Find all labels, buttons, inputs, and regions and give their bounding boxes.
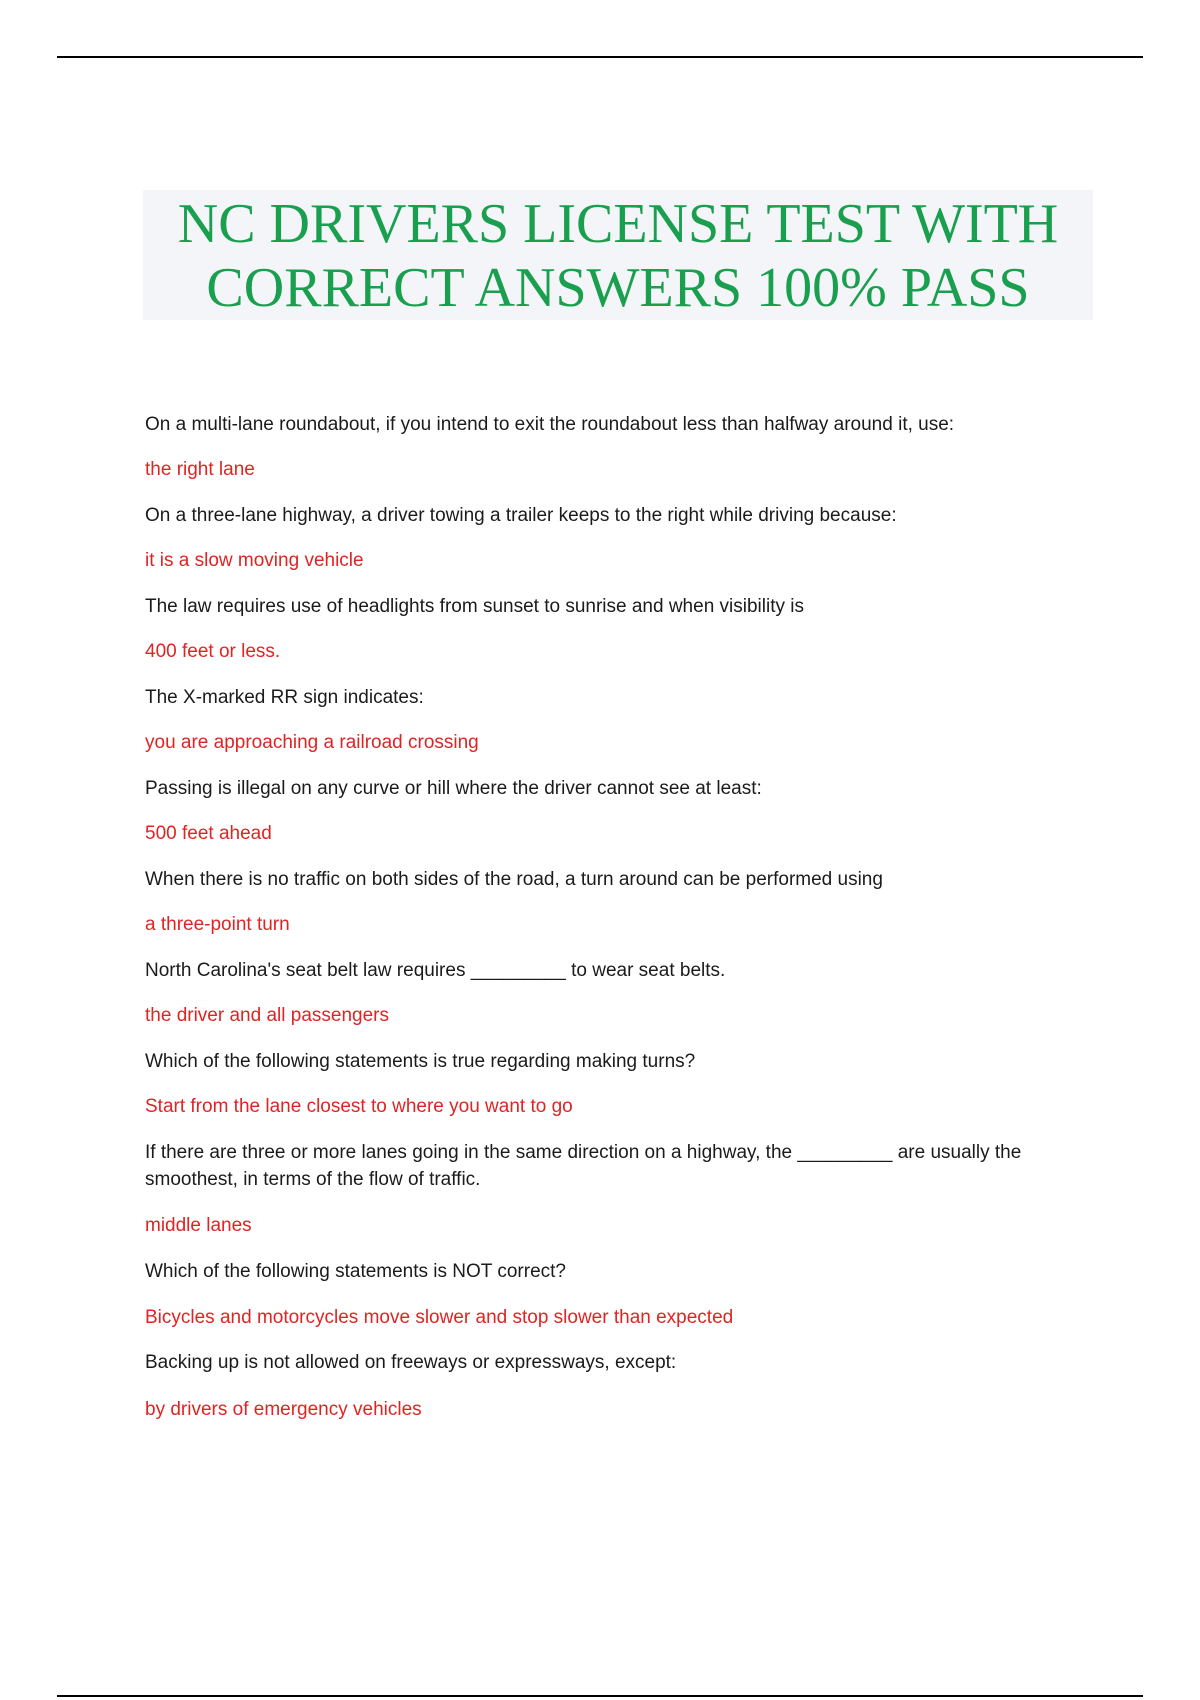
bottom-rule	[57, 1695, 1143, 1697]
answer-5: 500 feet ahead	[145, 823, 272, 844]
question-1: On a multi-lane roundabout, if you intend to exit the roundabout less than halfway around it, use:	[145, 414, 955, 435]
top-rule	[57, 56, 1143, 58]
answer-2: it is a slow moving vehicle	[145, 550, 364, 571]
answer-11: by drivers of emergency vehicles	[145, 1399, 422, 1420]
answer-3: 400 feet or less.	[145, 641, 281, 662]
answer-1: the right lane	[145, 459, 255, 480]
question-9: If there are three or more lanes going in the same direction on a highway, the _________ are usually the smoothest, in terms of the flow of traffic.	[145, 1142, 1022, 1190]
question-7: North Carolina's seat belt law requires _________ to wear seat belts.	[145, 960, 726, 981]
question-2: On a three-lane highway, a driver towing a trailer keeps to the right while driving because:	[145, 505, 897, 526]
answer-4: you are approaching a railroad crossing	[145, 732, 479, 753]
answer-8: Start from the lane closest to where you want to go	[145, 1096, 573, 1117]
question-10: Which of the following statements is NOT correct?	[145, 1261, 566, 1282]
question-4: The X-marked RR sign indicates:	[145, 687, 424, 708]
question-8: Which of the following statements is true regarding making turns?	[145, 1051, 696, 1072]
title-line-1: NC DRIVERS LICENSE TEST WITH	[177, 193, 1059, 255]
document-title	[143, 190, 1093, 320]
title-line-2: CORRECT ANSWERS 100% PASS	[206, 257, 1030, 319]
answer-6: a three-point turn	[145, 914, 290, 935]
question-3: The law requires use of headlights from sunset to sunrise and when visibility is	[145, 596, 804, 617]
question-5: Passing is illegal on any curve or hill where the driver cannot see at least:	[145, 778, 762, 799]
answer-10: Bicycles and motorcycles move slower and stop slower than expected	[145, 1307, 734, 1328]
answer-7: the driver and all passengers	[145, 1005, 389, 1026]
question-6: When there is no traffic on both sides of the road, a turn around can be performed using	[145, 869, 883, 890]
answer-9: middle lanes	[145, 1215, 252, 1236]
question-11: Backing up is not allowed on freeways or expressways, except:	[145, 1352, 677, 1373]
